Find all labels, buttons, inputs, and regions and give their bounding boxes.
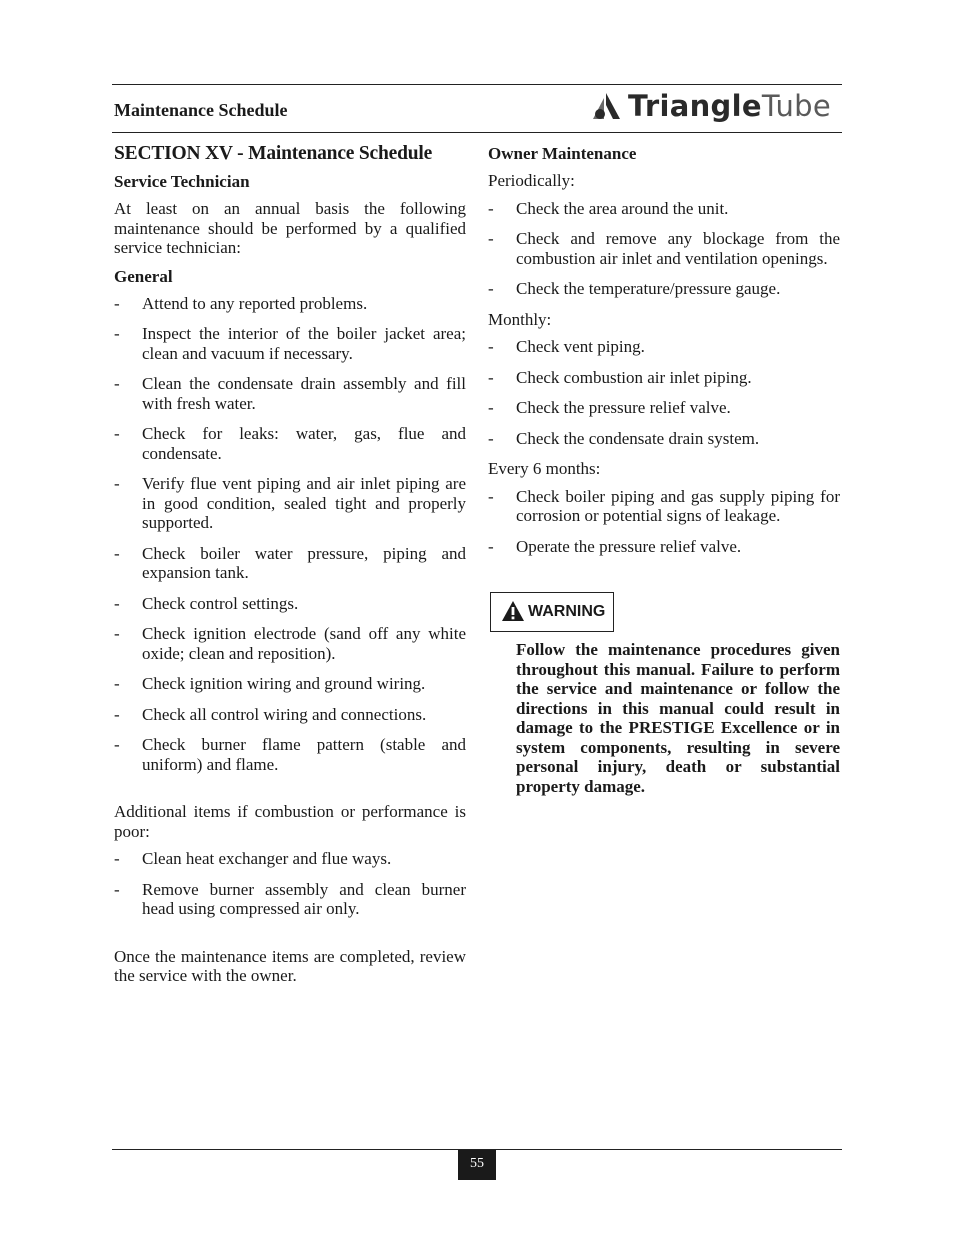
header-bottom-rule	[112, 132, 842, 133]
periodically-list	[488, 199, 840, 299]
list-item: - Check control settings.	[114, 594, 466, 614]
closing-paragraph: Once the maintenance items are completed, review the service with the owner.	[114, 946, 466, 985]
list-item: - Inspect the interior of the boiler jacket area; clean and vacuum if necessary.	[114, 324, 466, 363]
list-item: - Operate the pressure relief valve.	[488, 537, 840, 557]
list-item: - Attend to any reported problems.	[114, 294, 466, 314]
warning-text: Follow the maintenance procedures given throughout this manual. Failure to perform the service and maintenance or follow the directions in this manual could result in damage to the PRESTIGE Excellence or in system components, resulting in severe personal injury, death or substantial property damage.	[516, 640, 840, 796]
list-item: - Check ignition electrode (sand off any white oxide; clean and reposition).	[114, 624, 466, 663]
list-item: - Clean heat exchanger and flue ways.	[114, 849, 466, 869]
list-item: - Check ignition wiring and ground wiring.	[114, 674, 466, 694]
list-item: - Clean the condensate drain assembly and fill with fresh water.	[114, 374, 466, 413]
list-item: - Check the condensate drain system.	[488, 429, 840, 449]
general-heading: General	[114, 266, 173, 286]
list-item: - Check and remove any blockage from the combustion air inlet and ventilation openings.	[488, 229, 840, 268]
service-intro: At least on an annual basis the following maintenance should be performed by a qualified service technician:	[114, 199, 466, 257]
monthly-label: Monthly:	[488, 309, 552, 329]
six-months-list	[488, 487, 840, 557]
periodically-label: Periodically:	[488, 171, 575, 190]
right-column	[488, 143, 840, 796]
list-item: - Check boiler piping and gas supply piping for corrosion or potential signs of leakage.	[488, 487, 840, 526]
header-top-rule	[112, 84, 842, 85]
list-item: - Check combustion air inlet piping.	[488, 368, 840, 388]
logo-word-tube: Tube	[761, 89, 831, 123]
list-item: - Check for leaks: water, gas, flue and condensate.	[114, 424, 466, 463]
list-item: - Check burner flame pattern (stable and uniform) and flame.	[114, 735, 466, 774]
additional-list	[114, 849, 466, 919]
additional-intro: Additional items if combustion or performance is poor:	[114, 802, 466, 841]
list-item: - Check boiler water pressure, piping and expansion tank.	[114, 544, 466, 583]
logo-wordmark	[628, 89, 831, 123]
warning-triangle-icon	[501, 600, 525, 622]
page-number: 55	[458, 1150, 496, 1180]
logo-word-triangle: Triangle	[628, 89, 762, 123]
owner-maintenance-heading: Owner Maintenance	[488, 144, 637, 163]
header-title: Maintenance Schedule	[114, 100, 288, 120]
left-column	[114, 143, 466, 994]
general-list	[114, 294, 466, 775]
list-item: - Check the temperature/pressure gauge.	[488, 279, 840, 299]
triangle-tube-logo-icon	[590, 92, 622, 124]
monthly-list	[488, 337, 840, 448]
list-item: - Check all control wiring and connections.	[114, 705, 466, 725]
triangle-tube-logo	[590, 89, 840, 126]
six-months-label: Every 6 months:	[488, 459, 601, 478]
service-technician-heading: Service Technician	[114, 172, 250, 191]
list-item: - Check vent piping.	[488, 337, 840, 357]
warning-label: WARNING	[528, 603, 606, 620]
section-heading: SECTION XV - Maintenance Schedule	[114, 143, 433, 164]
list-item: - Verify flue vent piping and air inlet piping are in good condition, sealed tight and properly supported.	[114, 474, 466, 533]
list-item: - Check the area around the unit.	[488, 199, 840, 219]
list-item: - Check the pressure relief valve.	[488, 398, 840, 418]
warning-badge	[490, 592, 614, 632]
list-item: - Remove burner assembly and clean burner head using compressed air only.	[114, 880, 466, 919]
